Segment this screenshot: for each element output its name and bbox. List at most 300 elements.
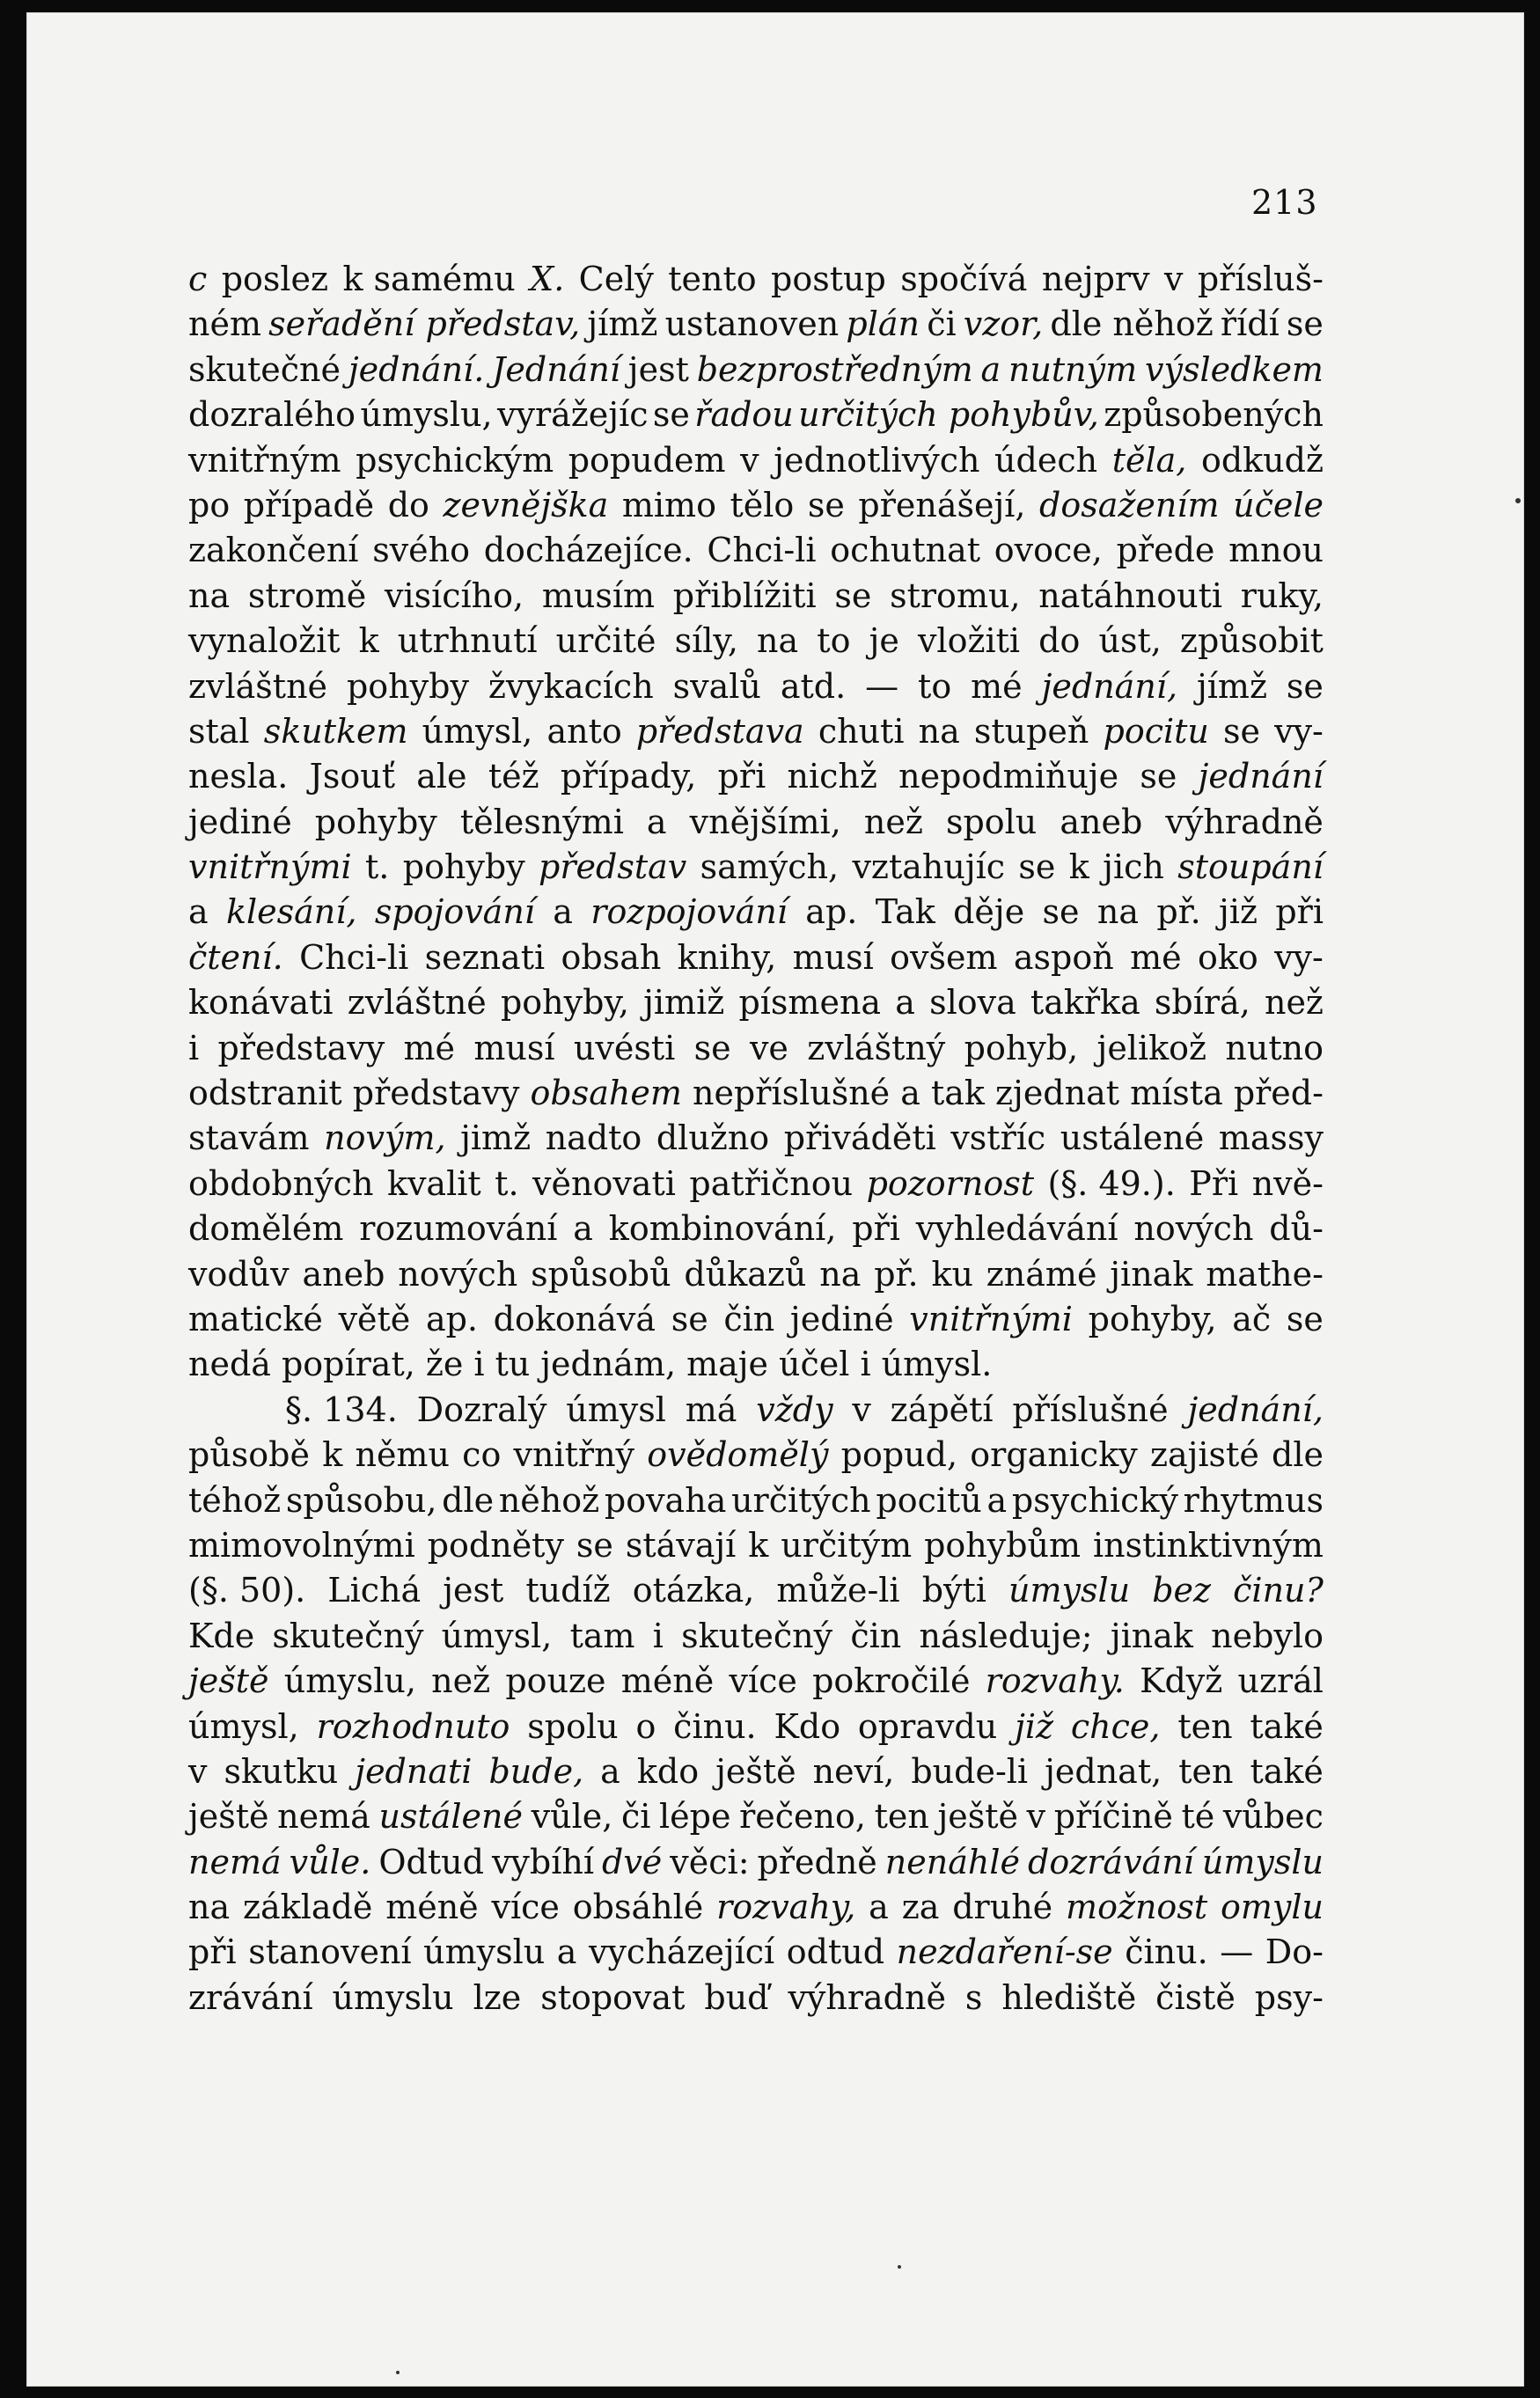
- word: ochutnat: [830, 531, 981, 570]
- word: mimovolnými: [188, 1525, 415, 1565]
- text-line: [188, 845, 1324, 890]
- word: slova: [929, 983, 1016, 1023]
- text-line: [188, 1614, 1324, 1659]
- word: popud,: [840, 1435, 958, 1475]
- word: mé: [971, 666, 1023, 706]
- word: a: [573, 1209, 593, 1249]
- word: již: [1219, 892, 1258, 932]
- word: visícího,: [384, 576, 524, 615]
- word: musí: [473, 1028, 555, 1067]
- word: úst,: [1098, 621, 1162, 661]
- word: s: [964, 1977, 983, 2017]
- word: na: [1096, 892, 1139, 932]
- page-number: 213: [1251, 183, 1318, 222]
- word: vynaložit: [188, 621, 341, 661]
- word: přiblížiti: [672, 576, 817, 615]
- word: jinak: [1110, 1616, 1193, 1655]
- word: za: [901, 1888, 940, 1927]
- word: k: [1068, 847, 1089, 887]
- word: při: [852, 1209, 900, 1249]
- word: rozumování: [359, 1209, 558, 1249]
- word: čin: [850, 1616, 902, 1655]
- word: dozrávání: [1028, 1842, 1194, 1881]
- word: dle: [442, 1480, 495, 1520]
- word: aneb: [302, 1254, 385, 1294]
- word: př.: [874, 1254, 919, 1294]
- word: lépe: [659, 1797, 731, 1837]
- word: pouze: [505, 1661, 606, 1701]
- word: přede: [1116, 531, 1215, 570]
- word: nemá: [188, 1842, 282, 1881]
- word: účele: [1233, 485, 1324, 524]
- word: se: [1286, 1299, 1324, 1338]
- word: hlediště: [1001, 1977, 1137, 2017]
- text-line: [188, 1297, 1324, 1342]
- word: psy-: [1254, 1977, 1324, 2017]
- word: jednati: [355, 1751, 473, 1791]
- text-line: [188, 1568, 1324, 1613]
- word: té: [1181, 1797, 1215, 1837]
- word: ustanoven: [664, 304, 840, 344]
- word: při: [188, 1932, 237, 1972]
- word: jímž: [587, 304, 658, 344]
- word: jímž: [1196, 666, 1267, 706]
- text-line: [188, 392, 1324, 437]
- word: řečeno,: [739, 1797, 866, 1837]
- word: po: [188, 485, 231, 524]
- word: nepodmiňuje: [898, 757, 1119, 796]
- word: více: [491, 1888, 560, 1927]
- word: úmysl: [566, 1390, 666, 1429]
- word: úmysl,: [441, 1616, 553, 1655]
- word: matické: [188, 1299, 323, 1338]
- word: skutečný: [272, 1616, 424, 1655]
- word: ustálené: [1060, 1118, 1205, 1158]
- word: chce,: [1070, 1706, 1161, 1746]
- text-line: [188, 1749, 1324, 1794]
- text-line: [188, 1523, 1324, 1568]
- word: docházejíce.: [483, 531, 693, 570]
- word: seznati: [424, 937, 546, 977]
- word: příslušné: [1012, 1390, 1169, 1429]
- word: způsobit: [1179, 621, 1324, 661]
- text-line: [188, 1840, 1324, 1885]
- word: vnitřným: [188, 440, 341, 480]
- word: před-: [1233, 1074, 1324, 1113]
- word: ten: [1177, 1706, 1233, 1746]
- word: se: [652, 395, 690, 435]
- word: mé: [1130, 937, 1182, 977]
- word: je: [869, 621, 899, 661]
- word: výhradně: [788, 1977, 946, 2017]
- word: vzor,: [963, 304, 1044, 344]
- word: nemá: [277, 1797, 370, 1837]
- word: spůsobu,: [285, 1480, 437, 1520]
- word: mé: [403, 1028, 456, 1067]
- word: se: [1042, 892, 1080, 932]
- word: ovoce,: [994, 531, 1103, 570]
- text-line: [188, 709, 1324, 754]
- word: to: [918, 666, 952, 706]
- word: může-li: [776, 1571, 900, 1610]
- word: stromu,: [890, 576, 1021, 615]
- word: ještě: [937, 1797, 1019, 1837]
- word: jednám,: [540, 1345, 677, 1384]
- word: rozvahy.: [985, 1661, 1125, 1701]
- word: §. 134.: [285, 1390, 398, 1429]
- word: zjednat: [995, 1074, 1120, 1113]
- word: stupeň: [973, 711, 1089, 751]
- word: skutkem: [263, 711, 408, 751]
- word: spolu: [527, 1706, 619, 1746]
- word: musím: [541, 576, 656, 615]
- word: obsah: [561, 937, 662, 977]
- word: případě: [243, 485, 375, 524]
- word: čistě: [1155, 1977, 1236, 2017]
- word: vodův: [188, 1254, 290, 1294]
- word: nejprv: [1041, 260, 1150, 298]
- word: a: [553, 892, 573, 932]
- word: nepříslušné: [692, 1074, 891, 1113]
- word: se: [807, 485, 845, 524]
- word: neví,: [812, 1751, 895, 1791]
- word: méně: [385, 1888, 479, 1927]
- word: nebylo: [1211, 1616, 1324, 1655]
- word: nových: [1133, 1209, 1254, 1249]
- word: ještě: [188, 1661, 269, 1701]
- word: než: [863, 802, 923, 841]
- word: již: [1015, 1706, 1054, 1746]
- word: ap.: [425, 1299, 479, 1338]
- word: údech: [994, 440, 1098, 480]
- word: pohyby,: [1088, 1299, 1217, 1338]
- word: vůle.: [289, 1842, 371, 1881]
- word: atd.: [780, 666, 847, 706]
- word: úmysl.: [881, 1345, 993, 1384]
- word: mimo: [621, 485, 716, 524]
- word: stromě: [247, 576, 367, 615]
- word: zajisté: [1149, 1435, 1259, 1475]
- word: pohyby: [346, 666, 469, 706]
- word: nvě-: [1251, 1163, 1324, 1203]
- word: při: [717, 757, 766, 796]
- word: výsledkem: [1145, 349, 1324, 389]
- word: odkudž: [1200, 440, 1324, 480]
- word: (§. 49.).: [1047, 1163, 1176, 1203]
- word: jimiž: [643, 983, 725, 1023]
- word: k: [322, 1435, 343, 1475]
- word: oko: [1197, 937, 1258, 977]
- word: a: [556, 1932, 577, 1972]
- word: c: [188, 260, 208, 298]
- word: v: [740, 440, 759, 480]
- word: děje: [953, 892, 1025, 932]
- word: ap.: [805, 892, 858, 932]
- word: Celý: [578, 260, 654, 298]
- word: případy,: [560, 757, 697, 796]
- text-line: [188, 1388, 1324, 1433]
- text-line: [188, 1342, 1324, 1387]
- margin-speck: [396, 2371, 400, 2374]
- word: bude-li: [911, 1751, 1029, 1791]
- word: konávati: [188, 983, 334, 1023]
- word: jediné: [188, 802, 292, 841]
- word: v: [852, 1390, 871, 1429]
- word: opravdu: [857, 1706, 998, 1746]
- word: stavám: [188, 1118, 310, 1158]
- text-line: [188, 1930, 1324, 1975]
- word: otázka,: [632, 1571, 755, 1610]
- word: rhytmus: [1183, 1480, 1324, 1520]
- word: jich: [1103, 847, 1164, 887]
- word: se: [576, 1525, 613, 1565]
- word: dle něhož: [1050, 304, 1214, 344]
- word: popírat,: [281, 1345, 415, 1384]
- word: vnějšími,: [689, 802, 841, 841]
- book-page: [26, 12, 1524, 2387]
- word: mathe-: [1206, 1254, 1324, 1294]
- word: svalů: [672, 666, 761, 706]
- text-line: [188, 1162, 1324, 1206]
- word: či: [927, 304, 957, 344]
- word: a: [895, 983, 915, 1023]
- word: úmysl,: [188, 1706, 299, 1746]
- word: vycházející: [588, 1932, 775, 1972]
- word: jest: [627, 349, 689, 389]
- word: anto: [546, 711, 622, 751]
- word: vůle,: [531, 1797, 613, 1837]
- word: dosažením: [1039, 485, 1220, 524]
- word: vstříc: [950, 1118, 1046, 1158]
- text-line: [188, 1478, 1324, 1523]
- word: než: [1264, 983, 1324, 1023]
- text-line: [188, 1885, 1324, 1930]
- text-line: [188, 1116, 1324, 1161]
- word: bez: [1152, 1571, 1212, 1610]
- word: (§. 50).: [188, 1571, 306, 1610]
- word: uvésti: [573, 1028, 676, 1067]
- text-line: [188, 1071, 1324, 1116]
- body-text: [188, 257, 1324, 2020]
- word: Jsouť: [309, 757, 395, 796]
- word: téhož: [188, 1480, 282, 1520]
- text-line: [188, 664, 1324, 709]
- word: býti: [921, 1571, 986, 1610]
- word: stanovení: [248, 1932, 412, 1972]
- word: se: [1018, 847, 1056, 887]
- word: organicky: [970, 1435, 1138, 1475]
- word: má: [685, 1390, 737, 1429]
- word: že: [425, 1345, 464, 1384]
- word: i: [860, 1345, 871, 1384]
- word: na: [918, 711, 960, 751]
- word: v: [1163, 260, 1184, 298]
- word: nových: [398, 1254, 518, 1294]
- text-line: [188, 1252, 1324, 1297]
- word: úmyslu: [1201, 1842, 1324, 1881]
- word: knihy,: [677, 937, 777, 977]
- word: činu?: [1233, 1571, 1324, 1610]
- word: ten: [1178, 1751, 1234, 1791]
- word: samých,: [700, 847, 840, 887]
- word: němu: [355, 1435, 450, 1475]
- word: více: [729, 1661, 797, 1701]
- word: novým,: [324, 1118, 446, 1158]
- word: spůsobů: [531, 1254, 671, 1294]
- word: zvláštný: [807, 1028, 946, 1067]
- word: úmyslu,: [283, 1661, 416, 1701]
- word: pozornost: [866, 1163, 1034, 1203]
- word: příčině: [1053, 1797, 1173, 1837]
- text-line: [188, 1026, 1324, 1071]
- word: Jednání: [492, 349, 620, 389]
- word: přiváděti: [783, 1118, 936, 1158]
- word: ještě: [188, 1797, 269, 1837]
- word: co: [462, 1435, 502, 1475]
- word: určité: [555, 621, 656, 661]
- word: i: [652, 1616, 664, 1655]
- word: známé: [986, 1254, 1097, 1294]
- word: ač: [1232, 1299, 1272, 1338]
- word: také: [1250, 1751, 1324, 1791]
- word: stoupání: [1177, 847, 1324, 887]
- word: postup: [771, 260, 886, 298]
- text-line: [188, 438, 1324, 483]
- word: massy: [1218, 1118, 1324, 1158]
- word: pohyby,: [500, 983, 629, 1023]
- word: dozralého: [188, 395, 356, 435]
- word: úmyslu,: [360, 395, 493, 435]
- word: vnitřný: [513, 1435, 635, 1475]
- word: ku: [931, 1254, 973, 1294]
- word: na: [757, 621, 799, 661]
- word: ustálené: [378, 1797, 523, 1837]
- text-line: [188, 1976, 1324, 2020]
- word: musí: [792, 937, 874, 977]
- word: vy-: [1274, 711, 1324, 751]
- word: představy: [217, 1028, 385, 1067]
- word: psychickým: [356, 440, 554, 480]
- word: Dozralý: [416, 1390, 547, 1429]
- text-line: [188, 257, 1324, 302]
- word: bezprostředným: [696, 349, 973, 389]
- word: tělo: [730, 485, 795, 524]
- word: vztahujíc: [852, 847, 1006, 887]
- text-line: [188, 302, 1324, 347]
- word: ném: [188, 304, 261, 344]
- word: ovšem: [890, 937, 998, 977]
- word: zrávání: [188, 1977, 313, 2017]
- word: i: [188, 1028, 200, 1067]
- word: —: [1220, 1932, 1254, 1972]
- word: vnitřnými: [188, 847, 352, 887]
- text-line: [188, 1705, 1324, 1749]
- word: Lichá: [327, 1571, 422, 1610]
- word: dů-: [1269, 1209, 1324, 1249]
- word: kvalit: [386, 1163, 481, 1203]
- word: chuti: [818, 711, 905, 751]
- word: aneb: [1060, 802, 1143, 841]
- word: tam: [569, 1616, 635, 1655]
- word: dlužno: [656, 1118, 770, 1158]
- word: určitých pohybův,: [798, 395, 1099, 435]
- text-line: [188, 800, 1324, 845]
- word: či: [620, 1797, 651, 1837]
- word: představa: [635, 711, 804, 751]
- word: a: [188, 892, 209, 932]
- word: stopovat: [540, 1977, 686, 2017]
- word: a: [869, 1888, 889, 1927]
- word: nutným: [1008, 349, 1138, 389]
- word: tento: [668, 260, 757, 298]
- word: pohyby: [314, 802, 437, 841]
- word: řadou: [694, 395, 794, 435]
- word: vybíhí: [491, 1842, 594, 1881]
- word: následuje;: [919, 1616, 1093, 1655]
- word: pohybům: [924, 1525, 1082, 1565]
- word: jednání.: [348, 349, 485, 389]
- word: vyhledávání: [915, 1209, 1118, 1249]
- word: tak: [930, 1074, 985, 1113]
- word: tudíž: [525, 1571, 611, 1610]
- word: vložiti: [917, 621, 1021, 661]
- word: se: [1286, 304, 1324, 344]
- word: síly,: [674, 621, 738, 661]
- text-line: [188, 619, 1324, 664]
- word: omylu: [1220, 1888, 1324, 1927]
- word: představy: [352, 1074, 520, 1113]
- word: domělém: [188, 1209, 344, 1249]
- word: př.: [1156, 892, 1201, 932]
- word: tělesnými: [459, 802, 624, 841]
- word: těla,: [1111, 440, 1187, 480]
- word: o: [635, 1706, 656, 1746]
- word: jinak: [1110, 1254, 1193, 1294]
- word: druhé: [952, 1888, 1053, 1927]
- word: maje: [686, 1345, 769, 1384]
- text-line: [188, 348, 1324, 392]
- text-line: [188, 1659, 1324, 1704]
- word: X.: [530, 260, 565, 298]
- text-line: [188, 574, 1324, 619]
- word: se: [1286, 666, 1324, 706]
- word: Při: [1189, 1163, 1239, 1203]
- word: úmyslu: [423, 1932, 546, 1972]
- word: něhož: [498, 1480, 600, 1520]
- word: ovědomělý: [647, 1435, 829, 1475]
- word: stávají: [625, 1525, 737, 1565]
- word: zvláštné: [347, 983, 487, 1023]
- word: spočívá: [900, 260, 1028, 298]
- word: k samému: [342, 260, 516, 298]
- word: se: [693, 1028, 731, 1067]
- word: než: [431, 1661, 491, 1701]
- text-line: [188, 1433, 1324, 1478]
- word: při: [1275, 892, 1324, 932]
- word: patřičnou: [689, 1163, 854, 1203]
- word: vnitřnými: [909, 1299, 1073, 1338]
- word: odstranit: [188, 1074, 342, 1113]
- word: též: [488, 757, 539, 796]
- word: čin: [723, 1299, 775, 1338]
- word: základě: [243, 1888, 373, 1927]
- word: takřka: [1030, 983, 1140, 1023]
- word: úmyslu: [332, 1977, 454, 2017]
- word: a: [986, 1480, 1008, 1520]
- word: mnou: [1228, 531, 1324, 570]
- word: obsahem: [530, 1074, 682, 1113]
- word: kombinování,: [608, 1209, 837, 1249]
